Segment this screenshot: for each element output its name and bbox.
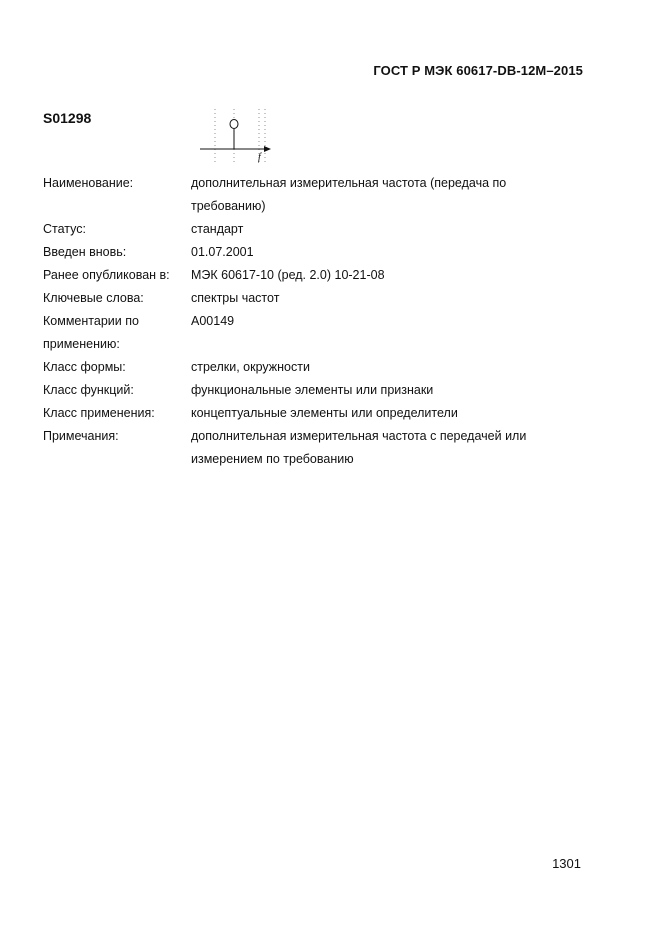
field-row-status [43,218,583,241]
field-value: функциональные элементы или признаки [191,383,434,397]
field-row-keywords [43,287,583,310]
field-value: спектры частот [191,291,280,305]
field-row-introduced [43,241,583,264]
measurement-circle-icon [230,120,238,129]
field-label: Ключевые слова: [43,291,144,305]
field-label: Комментарии по применению: [43,314,139,351]
field-row-name [43,172,583,218]
field-value: стандарт [191,222,244,236]
field-label: Введен вновь: [43,245,127,259]
axis-label: f [258,152,261,163]
field-label: Класс функций: [43,383,134,397]
attribute-table [43,172,583,471]
axis-arrow-icon [264,146,271,152]
field-label: Класс формы: [43,360,126,374]
field-value: дополнительная измерительная частота с передачей или измерением по требованию [191,429,527,466]
page-number: 1301 [552,856,581,871]
field-label: Класс применения: [43,406,155,420]
field-value: A00149 [191,314,235,328]
field-value: дополнительная измерительная частота (передача по требованию) [191,176,507,213]
symbol-code: S01298 [43,110,92,126]
frequency-symbol-graphic [198,107,278,165]
field-value: 01.07.2001 [191,245,254,259]
field-value: стрелки, окружности [191,360,310,374]
field-row-published [43,264,583,287]
field-row-shape-class [43,356,583,379]
field-label: Статус: [43,222,86,236]
field-label: Примечания: [43,429,119,443]
field-row-notes [43,425,583,471]
field-label: Ранее опубликован в: [43,268,170,282]
field-value: МЭК 60617-10 (ред. 2.0) 10-21-08 [191,268,385,282]
field-row-comments [43,310,583,356]
field-label: Наименование: [43,176,134,190]
field-row-function-class [43,379,583,402]
document-header: ГОСТ Р МЭК 60617-DB-12M–2015 [373,63,583,78]
field-value: концептуальные элементы или определители [191,406,458,420]
field-row-application-class [43,402,583,425]
